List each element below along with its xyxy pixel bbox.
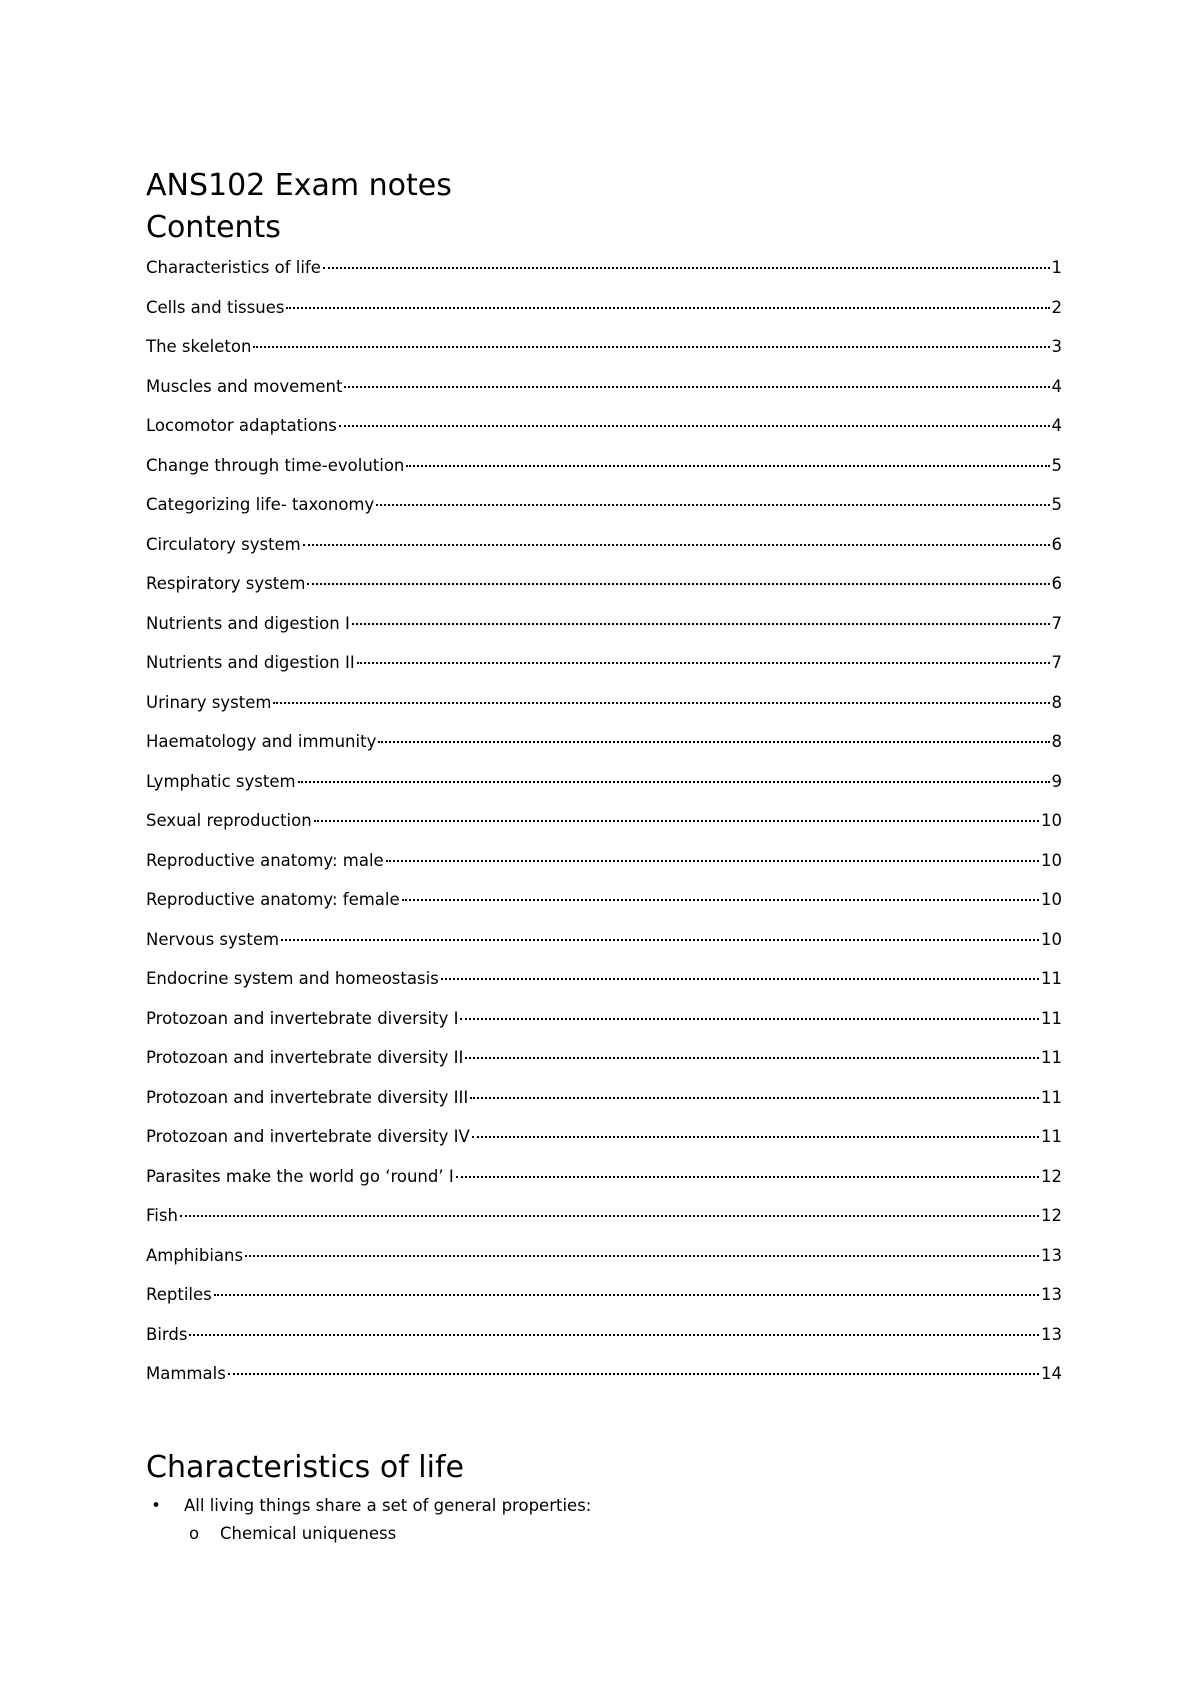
toc-entry[interactable] [146, 412, 1062, 452]
toc-entry[interactable] [146, 728, 1062, 768]
sub-bullet-marker: o [188, 1524, 200, 1543]
toc-leader-dots [470, 1097, 1039, 1099]
toc-entry-page-number[interactable]: 3 [1051, 337, 1062, 356]
toc-entry-page-number[interactable]: 13 [1041, 1245, 1062, 1265]
toc-leader-dots [273, 702, 1049, 704]
toc-entry-page-number[interactable]: 11 [1041, 1127, 1062, 1146]
toc-entry-page-number[interactable]: 8 [1051, 732, 1062, 751]
sub-bullet-item [184, 1520, 1066, 1548]
toc-leader-dots [303, 544, 1050, 546]
toc-entry-label[interactable]: Urinary system [146, 692, 272, 712]
toc-entry-label[interactable]: Mammals [146, 1364, 226, 1383]
toc-entry[interactable] [146, 1360, 1062, 1400]
toc-entry-label[interactable]: Parasites make the world go ‘round’ I [146, 1166, 454, 1186]
toc-entry-page-number[interactable]: 7 [1051, 613, 1062, 633]
toc-entry[interactable] [146, 1321, 1062, 1361]
toc-entry-label[interactable]: Reproductive anatomy: female [146, 890, 400, 909]
toc-entry[interactable] [146, 1005, 1062, 1045]
toc-leader-dots [298, 781, 1050, 783]
bullet-item [146, 1492, 1066, 1548]
toc-entry-page-number[interactable]: 12 [1041, 1206, 1062, 1225]
toc-entry[interactable] [146, 1044, 1062, 1084]
toc-entry-page-number[interactable]: 2 [1051, 297, 1062, 317]
toc-entry-label[interactable]: Fish [146, 1206, 178, 1225]
toc-entry[interactable] [146, 373, 1062, 413]
toc-leader-dots [180, 1215, 1039, 1217]
toc-entry-page-number[interactable]: 10 [1041, 811, 1062, 830]
toc-entry-page-number[interactable]: 12 [1041, 1166, 1062, 1186]
toc-leader-dots [376, 504, 1049, 506]
toc-entry[interactable] [146, 1084, 1062, 1124]
toc-entry-page-number[interactable]: 14 [1041, 1364, 1062, 1383]
toc-entry-page-number[interactable]: 11 [1041, 1048, 1062, 1067]
toc-entry[interactable] [146, 689, 1062, 729]
toc-entry-label[interactable]: Change through time-evolution [146, 455, 405, 475]
toc-leader-dots [465, 1057, 1039, 1059]
toc-entry-page-number[interactable]: 11 [1041, 969, 1062, 988]
toc-entry-page-number[interactable]: 11 [1041, 1008, 1062, 1028]
toc-leader-dots [344, 386, 1049, 388]
toc-leader-dots [402, 899, 1039, 901]
toc-entry-label[interactable]: The skeleton [146, 337, 252, 356]
sub-bullet-list [184, 1520, 1066, 1548]
toc-entry-page-number[interactable]: 10 [1041, 890, 1062, 909]
toc-entry-label[interactable]: Categorizing life- taxonomy [146, 495, 375, 514]
toc-entry-label[interactable]: Cells and tissues [146, 297, 285, 317]
toc-entry-page-number[interactable]: 5 [1051, 495, 1062, 514]
toc-leader-dots [281, 939, 1039, 941]
toc-entry-page-number[interactable]: 5 [1051, 455, 1062, 475]
toc-entry-label[interactable]: Birds [146, 1324, 188, 1344]
toc-entry[interactable] [146, 531, 1062, 571]
toc-heading: Contents [146, 210, 281, 245]
toc-entry[interactable] [146, 570, 1062, 610]
toc-entry-page-number[interactable]: 13 [1041, 1324, 1062, 1344]
toc-entry-label[interactable]: Characteristics of life [146, 258, 321, 277]
toc-entry[interactable] [146, 1281, 1062, 1321]
section-heading: Characteristics of life [146, 1450, 464, 1485]
toc-leader-dots [339, 425, 1050, 427]
toc-entry[interactable] [146, 254, 1062, 294]
toc-leader-dots [307, 583, 1049, 585]
toc-leader-dots [314, 820, 1039, 822]
document-title: ANS102 Exam notes [146, 168, 452, 203]
toc-entry-page-number[interactable]: 1 [1051, 258, 1062, 277]
toc-entry[interactable] [146, 1242, 1062, 1282]
toc-leader-dots [460, 1018, 1039, 1020]
toc-entry-label[interactable]: Amphibians [146, 1245, 244, 1265]
toc-entry-page-number[interactable]: 9 [1051, 771, 1062, 791]
toc-entry-label[interactable]: Locomotor adaptations [146, 416, 337, 435]
toc-leader-dots [441, 978, 1039, 980]
toc-entry-label[interactable]: Respiratory system [146, 574, 306, 593]
toc-entry[interactable] [146, 333, 1062, 373]
toc-entry-page-number[interactable]: 13 [1041, 1285, 1062, 1304]
toc-entry-page-number[interactable]: 7 [1051, 653, 1062, 672]
toc-entry[interactable] [146, 610, 1062, 650]
toc-entry-label[interactable]: Sexual reproduction [146, 811, 312, 830]
toc-entry[interactable] [146, 294, 1062, 334]
toc-entry-label[interactable]: Protozoan and invertebrate diversity II [146, 1048, 464, 1067]
toc-entry[interactable] [146, 926, 1062, 966]
toc-leader-dots [357, 662, 1050, 664]
toc-entry-page-number[interactable]: 11 [1041, 1087, 1062, 1107]
bullet-text: All living things share a set of general properties: [184, 1496, 592, 1515]
toc-entry[interactable] [146, 491, 1062, 531]
toc-entry[interactable] [146, 1202, 1062, 1242]
toc-entry-label[interactable]: Reproductive anatomy: male [146, 850, 384, 870]
toc-entry[interactable] [146, 965, 1062, 1005]
toc-entry-label[interactable]: Reptiles [146, 1285, 212, 1304]
toc-entry-page-number[interactable]: 4 [1051, 376, 1062, 396]
toc-leader-dots [189, 1334, 1039, 1336]
toc-entry-label[interactable]: Nutrients and digestion I [146, 613, 350, 633]
toc-leader-dots [352, 623, 1050, 625]
toc-entry-label[interactable]: Muscles and movement [146, 376, 343, 396]
toc-entry[interactable] [146, 807, 1062, 847]
toc-entry-label[interactable]: Nervous system [146, 929, 280, 949]
toc-entry-label[interactable]: Protozoan and invertebrate diversity III [146, 1087, 469, 1107]
toc-entry-label[interactable]: Circulatory system [146, 534, 301, 554]
toc-entry-page-number[interactable]: 10 [1041, 929, 1062, 949]
toc-entry[interactable] [146, 1123, 1062, 1163]
toc-entry-label[interactable]: Nutrients and digestion II [146, 653, 355, 672]
toc-entry-label[interactable]: Endocrine system and homeostasis [146, 969, 439, 988]
toc-leader-dots [386, 860, 1039, 862]
toc-leader-dots [456, 1176, 1039, 1178]
toc-entry-label[interactable]: Protozoan and invertebrate diversity IV [146, 1127, 470, 1146]
toc-entry-page-number[interactable]: 10 [1041, 850, 1062, 870]
toc-entry[interactable] [146, 886, 1062, 926]
toc-leader-dots [406, 465, 1049, 467]
toc-entry[interactable] [146, 649, 1062, 689]
toc-entry-label[interactable]: Protozoan and invertebrate diversity I [146, 1008, 459, 1028]
toc-entry-page-number[interactable]: 6 [1051, 574, 1062, 593]
bullet-list [146, 1492, 1066, 1548]
toc-entry-page-number[interactable]: 4 [1051, 416, 1062, 435]
toc-leader-dots [253, 346, 1049, 348]
toc-leader-dots [472, 1136, 1039, 1138]
toc-entry-page-number[interactable]: 8 [1051, 692, 1062, 712]
toc-entry[interactable] [146, 768, 1062, 808]
toc-leader-dots [323, 267, 1050, 269]
sub-bullet-text: Chemical uniqueness [220, 1524, 397, 1543]
toc-entry[interactable] [146, 452, 1062, 492]
toc-leader-dots [214, 1294, 1039, 1296]
toc-entry-label[interactable]: Haematology and immunity [146, 732, 377, 751]
toc-leader-dots [245, 1255, 1039, 1257]
toc-entry-page-number[interactable]: 6 [1051, 534, 1062, 554]
toc-entry[interactable] [146, 1163, 1062, 1203]
toc-leader-dots [378, 741, 1049, 743]
toc-leader-dots [228, 1373, 1039, 1375]
bullet-marker: • [151, 1496, 161, 1515]
toc-entry[interactable] [146, 847, 1062, 887]
toc-leader-dots [286, 307, 1049, 309]
table-of-contents [146, 254, 1062, 1400]
toc-entry-label[interactable]: Lymphatic system [146, 771, 296, 791]
